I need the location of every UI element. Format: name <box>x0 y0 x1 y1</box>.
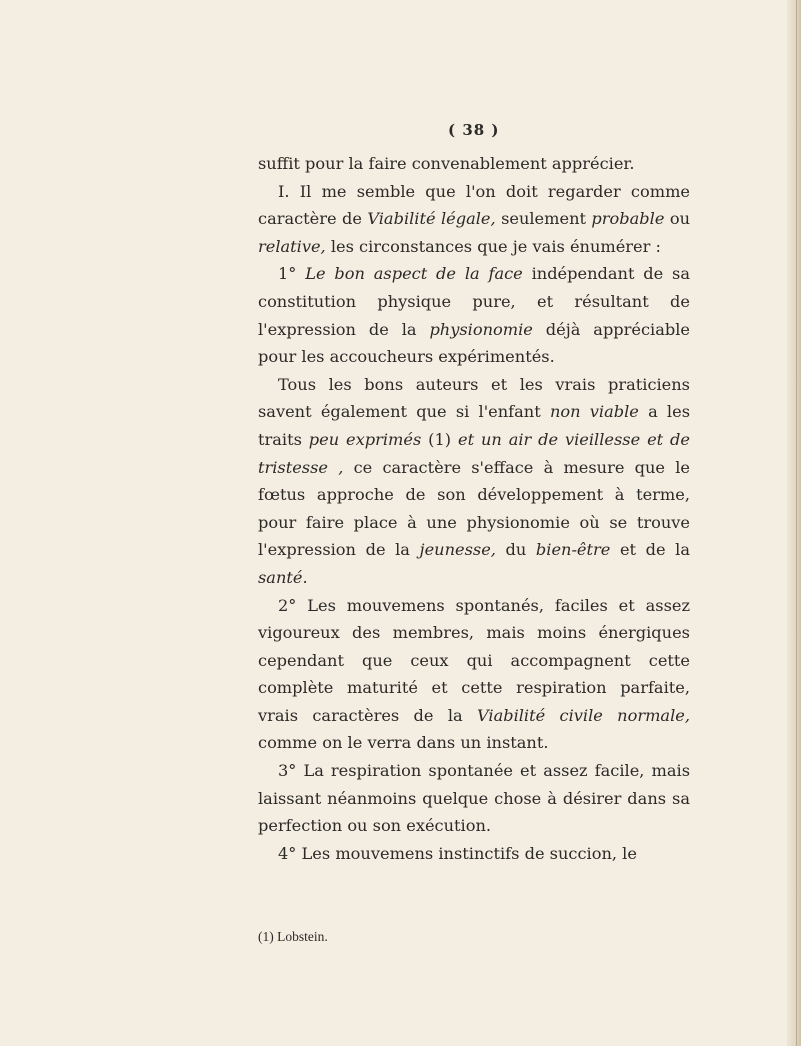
page-edge <box>787 0 801 1046</box>
paragraph: 1° Le bon aspect de la face indépendant de sa constitution physique pure, et résultant de l'expression de la physionomie déjà appréciable pour les accoucheurs expérimentés. <box>258 264 690 367</box>
page-body <box>258 150 690 867</box>
paragraph: 4° Les mouvemens instinctifs de succion, le <box>278 843 637 863</box>
italic-phrase: non viable <box>549 402 639 422</box>
italic-phrase: physionomie <box>429 319 533 339</box>
footnote: (1) Lobstein. <box>258 929 328 944</box>
page-edge-line <box>796 0 797 1046</box>
italic-phrase: Viabilité légale, <box>367 209 496 229</box>
italic-phrase: Le bon aspect de la face <box>305 264 523 284</box>
paragraph: Tous les bons auteurs et les vrais praticiens savent également que si l'enfant non viable a les traits peu exprimés (1) et un air de vieillesse et de tristesse , ce caractère s'efface à mesure que le fœtus approche de son développement à terme, pour faire place à une physionomie où se trouve l'expression de la jeunesse, du bien-être et de la santé. <box>258 374 690 587</box>
italic-phrase: Viabilité civile normale, <box>476 705 690 725</box>
body-text <box>258 150 690 867</box>
paragraph: suffit pour la faire convenablement apprécier. <box>258 154 635 173</box>
italic-phrase: peu exprimés <box>308 429 422 449</box>
italic-phrase: santé. <box>258 567 308 587</box>
italic-phrase: probable <box>591 209 665 229</box>
italic-phrase: relative, <box>258 236 326 256</box>
italic-phrase: et un air de vieillesse et de tristesse , <box>258 429 690 477</box>
italic-phrase: bien-être <box>535 540 611 560</box>
paragraph: I. Il me semble que l'on doit regarder comme caractère de Viabilité légale, seulement probable ou relative, les circonstances que je vais énumérer : <box>258 181 690 256</box>
paragraph: 2° Les mouvemens spontanés, faciles et assez vigoureux des membres, mais moins énergiques cependant que ceux qui accompagnent cette complète maturité et cette respiration parfaite, vrais caractères de la Viabilité civile normale, comme on le verra dans un instant. <box>258 595 690 753</box>
page-number: ( 38 ) <box>448 121 500 139</box>
italic-phrase: jeunesse, <box>419 540 496 560</box>
paragraph: 3° La respiration spontanée et assez facile, mais laissant néanmoins quelque chose à désirer dans sa perfection ou son exécution. <box>258 761 690 836</box>
